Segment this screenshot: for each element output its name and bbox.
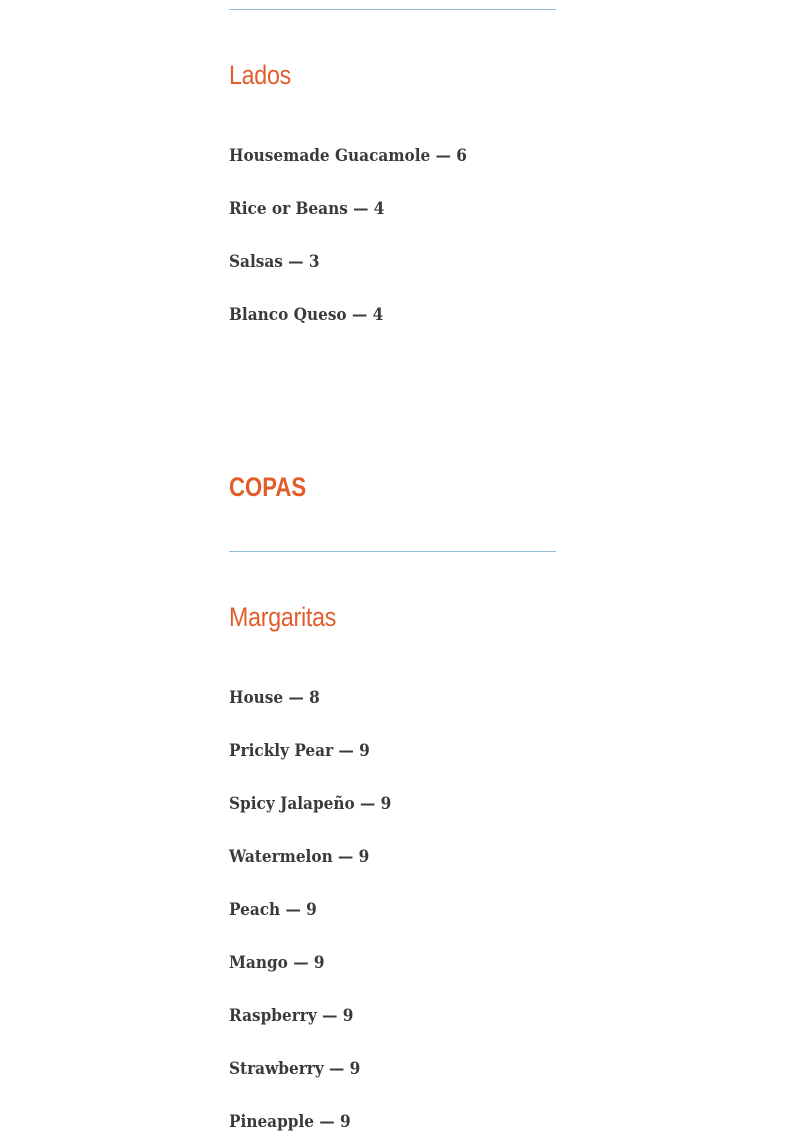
menu-item-mango: Mango — 9 [229,953,325,973]
menu-item-peach: Peach — 9 [229,900,317,920]
menu-item-blanco-queso: Blanco Queso — 4 [229,305,384,325]
menu-item-rice-or-beans: Rice or Beans — 4 [229,199,385,219]
margaritas-heading: Margaritas [229,602,337,632]
menu-item-salsas: Salsas — 3 [229,252,320,272]
menu-item-raspberry: Raspberry — 9 [229,1006,354,1026]
menu-item-guacamole: Housemade Guacamole — 6 [229,146,467,166]
menu-item-spicy-jalapeno: Spicy Jalapeño — 9 [229,794,392,814]
menu-item-watermelon: Watermelon — 9 [229,847,370,867]
copas-divider [229,551,556,552]
menu-item-strawberry: Strawberry — 9 [229,1059,361,1079]
top-divider [229,9,556,10]
menu-item-house: House — 8 [229,688,320,708]
lados-heading: Lados [229,60,291,90]
copas-section-title: COPAS [229,472,307,502]
menu-item-prickly-pear: Prickly Pear — 9 [229,741,370,761]
menu-item-pineapple: Pineapple — 9 [229,1112,351,1132]
